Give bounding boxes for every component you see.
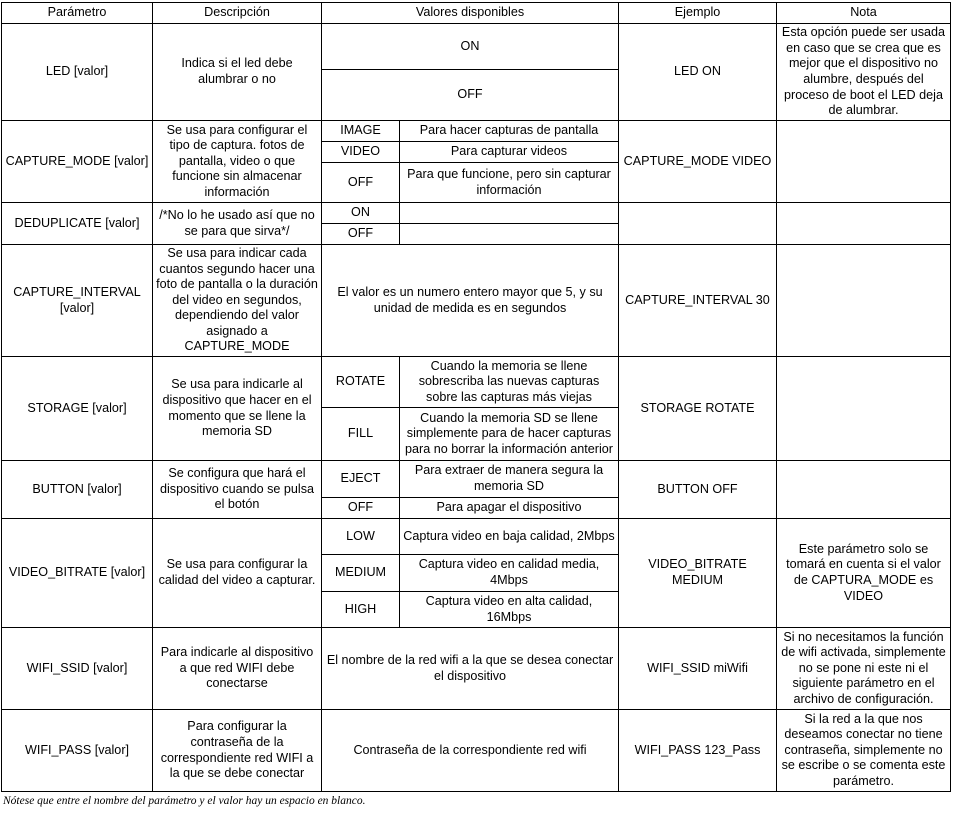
note-cell: Este parámetro solo se tomará en cuenta si el valor de CAPTURA_MODE es VIDEO xyxy=(777,519,951,628)
value-cell: LOW xyxy=(322,519,400,555)
example-cell: BUTTON OFF xyxy=(619,461,777,519)
note-cell: Si no necesitamos la función de wifi activada, simplemente no se pone ni este ni el siguiente parámetro en el archivo de configuración. xyxy=(777,628,951,710)
table-row xyxy=(2,628,951,710)
note-cell xyxy=(777,357,951,461)
desc-cell: Se usa para configurar la calidad del video a capturar. xyxy=(153,519,322,628)
value-text-cell: El nombre de la red wifi a la que se desea conectar el dispositivo xyxy=(322,628,619,710)
value-desc-cell xyxy=(400,203,619,224)
value-text-cell: El valor es un numero entero mayor que 5, y su unidad de medida es en segundos xyxy=(322,245,619,357)
value-desc-cell: Para que funcione, pero sin capturar información xyxy=(400,163,619,203)
table-row xyxy=(2,203,951,224)
value-cell: VIDEO xyxy=(322,142,400,163)
footnote: Nótese que entre el nombre del parámetro y el valor hay un espacio en blanco. xyxy=(3,795,366,807)
header-valores: Valores disponibles xyxy=(322,3,619,24)
note-cell: Si la red a la que nos deseamos conectar no tiene contraseña, simplemente no se escribe o se comenta este parámetro. xyxy=(777,710,951,792)
value-cell: OFF xyxy=(322,498,400,519)
param-cell: CAPTURE_MODE [valor] xyxy=(2,121,153,203)
value-desc-cell: Cuando la memoria se llene sobrescriba las nuevas capturas sobre las capturas más viejas xyxy=(400,357,619,408)
value-cell: OFF xyxy=(322,224,400,245)
header-descripcion: Descripción xyxy=(153,3,322,24)
desc-cell: Indica si el led debe alumbrar o no xyxy=(153,24,322,121)
example-cell: CAPTURE_INTERVAL 30 xyxy=(619,245,777,357)
param-cell: WIFI_PASS [valor] xyxy=(2,710,153,792)
header-parametro: Parámetro xyxy=(2,3,153,24)
value-desc-cell: Cuando la memoria SD se llene simplemente para de hacer capturas para no borrar la información anterior xyxy=(400,408,619,461)
table-row xyxy=(2,245,951,357)
header-ejemplo: Ejemplo xyxy=(619,3,777,24)
note-cell xyxy=(777,245,951,357)
param-cell: CAPTURE_INTERVAL [valor] xyxy=(2,245,153,357)
param-cell: BUTTON [valor] xyxy=(2,461,153,519)
example-cell xyxy=(619,203,777,245)
table-row xyxy=(2,710,951,792)
example-cell: WIFI_SSID miWifi xyxy=(619,628,777,710)
value-desc-cell: Captura video en calidad media, 4Mbps xyxy=(400,555,619,592)
param-cell: STORAGE [valor] xyxy=(2,357,153,461)
value-text-cell: Contraseña de la correspondiente red wifi xyxy=(322,710,619,792)
value-cell: ON xyxy=(322,24,619,70)
param-cell: LED [valor] xyxy=(2,24,153,121)
example-cell: STORAGE ROTATE xyxy=(619,357,777,461)
desc-cell: Para indicarle al dispositivo a que red WIFI debe conectarse xyxy=(153,628,322,710)
header-nota: Nota xyxy=(777,3,951,24)
value-desc-cell: Captura video en baja calidad, 2Mbps xyxy=(400,519,619,555)
desc-cell: Se usa para indicar cada cuantos segundo hacer una foto de pantalla o la duración del video en segundos, dependiendo del valor asignado a CAPTURE_MODE xyxy=(153,245,322,357)
example-cell: CAPTURE_MODE VIDEO xyxy=(619,121,777,203)
note-cell xyxy=(777,461,951,519)
param-cell: WIFI_SSID [valor] xyxy=(2,628,153,710)
value-cell: OFF xyxy=(322,163,400,203)
table-row xyxy=(2,121,951,142)
value-desc-cell xyxy=(400,224,619,245)
table-row xyxy=(2,519,951,555)
header-row xyxy=(2,3,951,24)
desc-cell: Se configura que hará el dispositivo cuando se pulsa el botón xyxy=(153,461,322,519)
desc-cell: Para configurar la contraseña de la correspondiente red WIFI a la que se debe conectar xyxy=(153,710,322,792)
example-cell: WIFI_PASS 123_Pass xyxy=(619,710,777,792)
value-cell: FILL xyxy=(322,408,400,461)
note-cell xyxy=(777,203,951,245)
value-cell: ON xyxy=(322,203,400,224)
param-cell: VIDEO_BITRATE [valor] xyxy=(2,519,153,628)
example-cell: VIDEO_BITRATE MEDIUM xyxy=(619,519,777,628)
value-desc-cell: Para extraer de manera segura la memoria SD xyxy=(400,461,619,498)
value-cell: EJECT xyxy=(322,461,400,498)
note-cell xyxy=(777,121,951,203)
value-desc-cell: Captura video en alta calidad, 16Mbps xyxy=(400,592,619,628)
table-row xyxy=(2,461,951,498)
value-desc-cell: Para hacer capturas de pantalla xyxy=(400,121,619,142)
param-cell: DEDUPLICATE [valor] xyxy=(2,203,153,245)
desc-cell: Se usa para indicarle al dispositivo que hacer en el momento que se llene la memoria SD xyxy=(153,357,322,461)
value-cell: ROTATE xyxy=(322,357,400,408)
example-cell: LED ON xyxy=(619,24,777,121)
desc-cell: /*No lo he usado así que no se para que sirva*/ xyxy=(153,203,322,245)
value-cell: MEDIUM xyxy=(322,555,400,592)
value-cell: IMAGE xyxy=(322,121,400,142)
note-cell: Esta opción puede ser usada en caso que se crea que es mejor que el dispositivo no alumbre, después del proceso de boot el LED deja de alumbrar. xyxy=(777,24,951,121)
table-row xyxy=(2,357,951,408)
value-desc-cell: Para apagar el dispositivo xyxy=(400,498,619,519)
value-cell: OFF xyxy=(322,70,619,121)
desc-cell: Se usa para configurar el tipo de captura. fotos de pantalla, video o que funcione sin almacenar información xyxy=(153,121,322,203)
parameters-table xyxy=(1,2,951,792)
value-cell: HIGH xyxy=(322,592,400,628)
table-row xyxy=(2,24,951,70)
value-desc-cell: Para capturar videos xyxy=(400,142,619,163)
